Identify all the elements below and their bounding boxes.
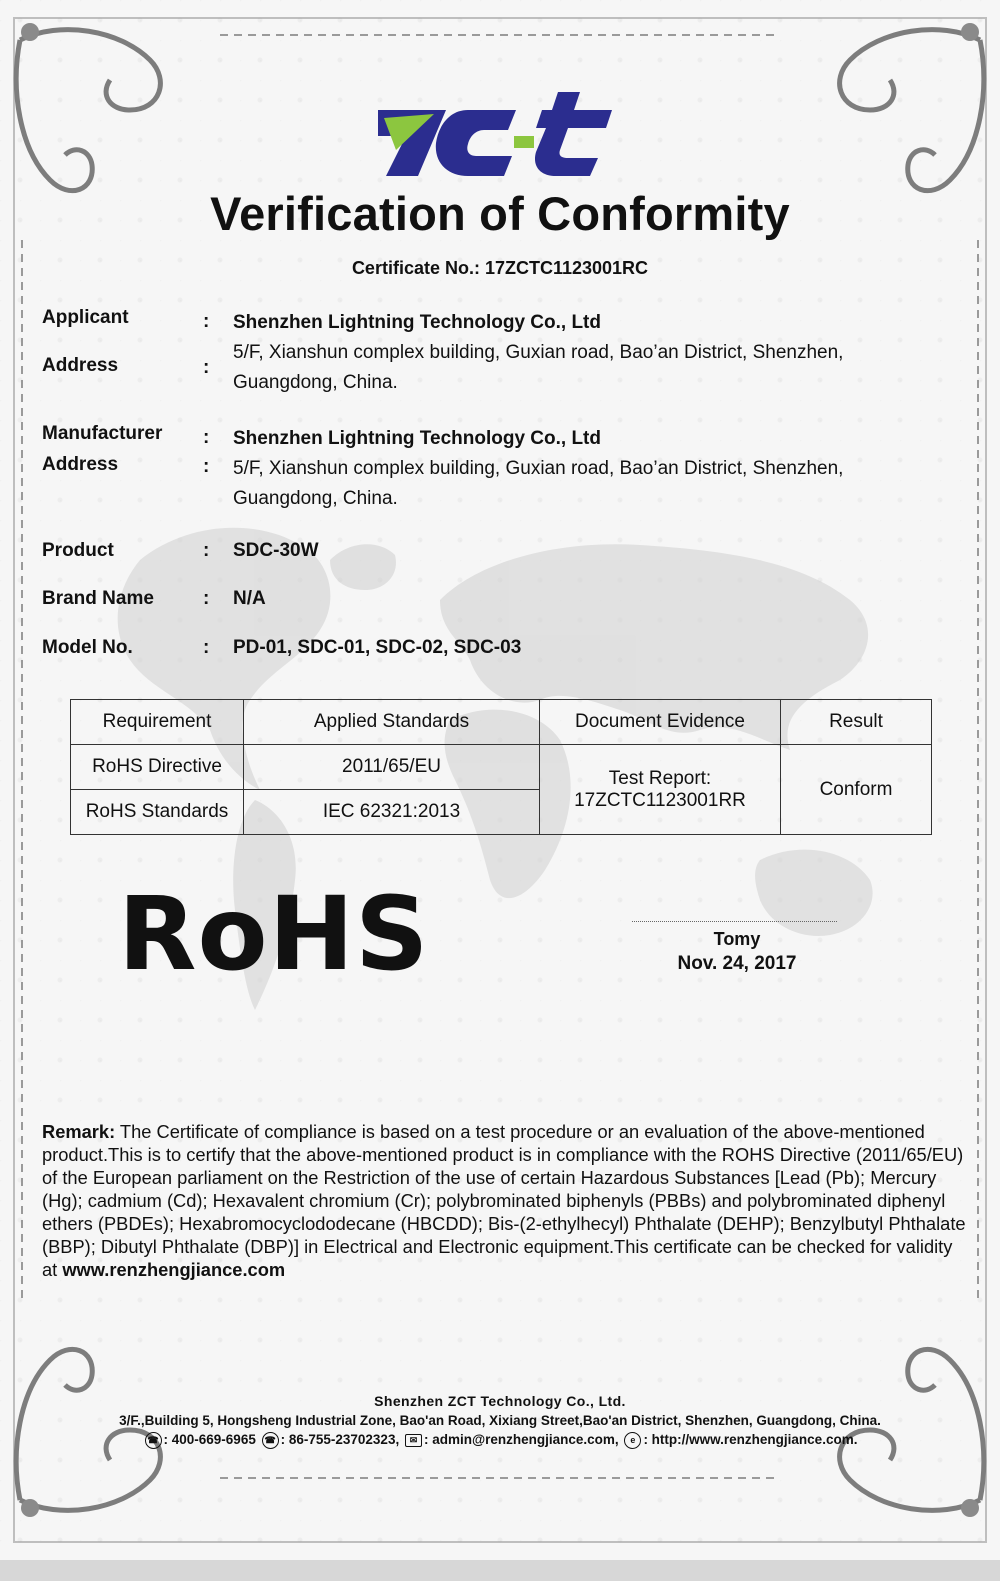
- web-icon: e: [624, 1432, 641, 1449]
- manufacturer-value: Shenzhen Lightning Technology Co., Ltd: [233, 428, 601, 449]
- model-no-colon: :: [203, 637, 210, 658]
- applicant-colon: :: [203, 311, 210, 332]
- applicant-label: Applicant: [42, 307, 129, 328]
- zct-logo: [376, 88, 624, 180]
- signature-date: Nov. 24, 2017: [677, 953, 797, 974]
- remark-website: www.renzhengjiance.com: [62, 1259, 286, 1280]
- phone-icon: ☎: [145, 1432, 162, 1449]
- table-header-row: [71, 700, 932, 745]
- manufacturer-address-value: 5/F, Xianshun complex building, Guxian road, Bao’an District, Shenzhen, Guangdong, China.: [233, 458, 844, 509]
- signature-line: [632, 921, 837, 922]
- manufacturer-address-colon: :: [203, 456, 210, 477]
- remark-label: Remark:: [42, 1121, 116, 1142]
- applicant-value: Shenzhen Lightning Technology Co., Ltd: [233, 312, 601, 333]
- applicant-address-colon: :: [203, 357, 210, 378]
- brand-name-value: N/A: [233, 588, 266, 609]
- brand-name-colon: :: [203, 588, 210, 609]
- evidence-cell: [540, 745, 781, 835]
- table-header: Document Evidence: [540, 700, 781, 745]
- footer-email: : admin@renzhengjiance.com,: [423, 1432, 619, 1448]
- remark-paragraph: [42, 1120, 972, 1281]
- certificate-number-value: 17ZCTC1123001RC: [484, 258, 649, 278]
- product-label: Product: [42, 540, 114, 561]
- manufacturer-label: Manufacturer: [42, 423, 163, 444]
- model-no-value: PD-01, SDC-01, SDC-02, SDC-03: [233, 637, 522, 658]
- fax-icon: ☎: [262, 1432, 279, 1449]
- certificate-title: Verification of Conformity: [210, 187, 790, 240]
- product-colon: :: [203, 540, 210, 561]
- requirement-cell: RoHS Standards: [71, 790, 244, 835]
- evidence-line1: Test Report:: [608, 767, 712, 789]
- footer-address: 3/F.,Building 5, Hongsheng Industrial Zone, Bao'an Road, Xixiang Street,Bao'an District, Shenzhen, Guangdong, China.: [119, 1413, 881, 1428]
- remark-text: The Certificate of compliance is based on a test procedure or an evaluation of the above-mentioned product.This is to certify that the above-mentioned product is in compliance with the ROHS Directive (2011/65/EU) of the European parliament on the Restriction of the use of certain Hazardous Substances [Lead (Pb); Mercury (Hg); cadmium (Cd); Hexavalent chromium (Cr); polybrominated biphenyls (PBBs) and polybrominated diphenyl ethers (PBDEs); Hexabromocyclododecane (HBCDD); Bis-(2-ethylhecyl) Phthalate (DEHP); Benzylbutyl Phthalate (BBP); Dibutyl Phthalate (DBP)] in Electrical and Electronic equipment.This certificate can be checked for validity at: [42, 1121, 966, 1280]
- result-cell: Conform: [781, 745, 932, 835]
- table-header: Applied Standards: [244, 700, 540, 745]
- brand-name-label: Brand Name: [42, 588, 154, 609]
- email-icon: ✉: [405, 1434, 422, 1447]
- evidence-line2: 17ZCTC1123001RR: [574, 789, 746, 811]
- product-value: SDC-30W: [233, 540, 319, 561]
- manufacturer-colon: :: [203, 427, 210, 448]
- rohs-mark: RoHS: [118, 875, 430, 994]
- signer-name: Tomy: [713, 929, 761, 949]
- footer-phone1: : 400-669-6965: [163, 1432, 256, 1448]
- standard-cell: IEC 62321:2013: [244, 790, 540, 835]
- applicant-address-label: Address: [42, 355, 119, 376]
- table-header: Result: [781, 700, 932, 745]
- footer-company: Shenzhen ZCT Technology Co., Ltd.: [374, 1393, 626, 1409]
- certificate-number-label: Certificate No.:: [351, 258, 485, 278]
- table-header: Requirement: [71, 700, 244, 745]
- table-row: [71, 745, 932, 790]
- footer-contact: [0, 1432, 1000, 1449]
- footer-web: : http://www.renzhengjiance.com.: [643, 1432, 858, 1448]
- standard-cell: 2011/65/EU: [244, 745, 540, 790]
- bottom-strip: [0, 1560, 1000, 1581]
- standards-table: [70, 699, 932, 835]
- manufacturer-address-label: Address: [42, 454, 119, 475]
- applicant-address-value: 5/F, Xianshun complex building, Guxian road, Bao’an District, Shenzhen, Guangdong, China.: [233, 342, 844, 393]
- model-no-label: Model No.: [42, 637, 133, 658]
- requirement-cell: RoHS Directive: [71, 745, 244, 790]
- footer-phone2: : 86-755-23702323,: [280, 1432, 400, 1448]
- certificate-number: [0, 258, 1000, 279]
